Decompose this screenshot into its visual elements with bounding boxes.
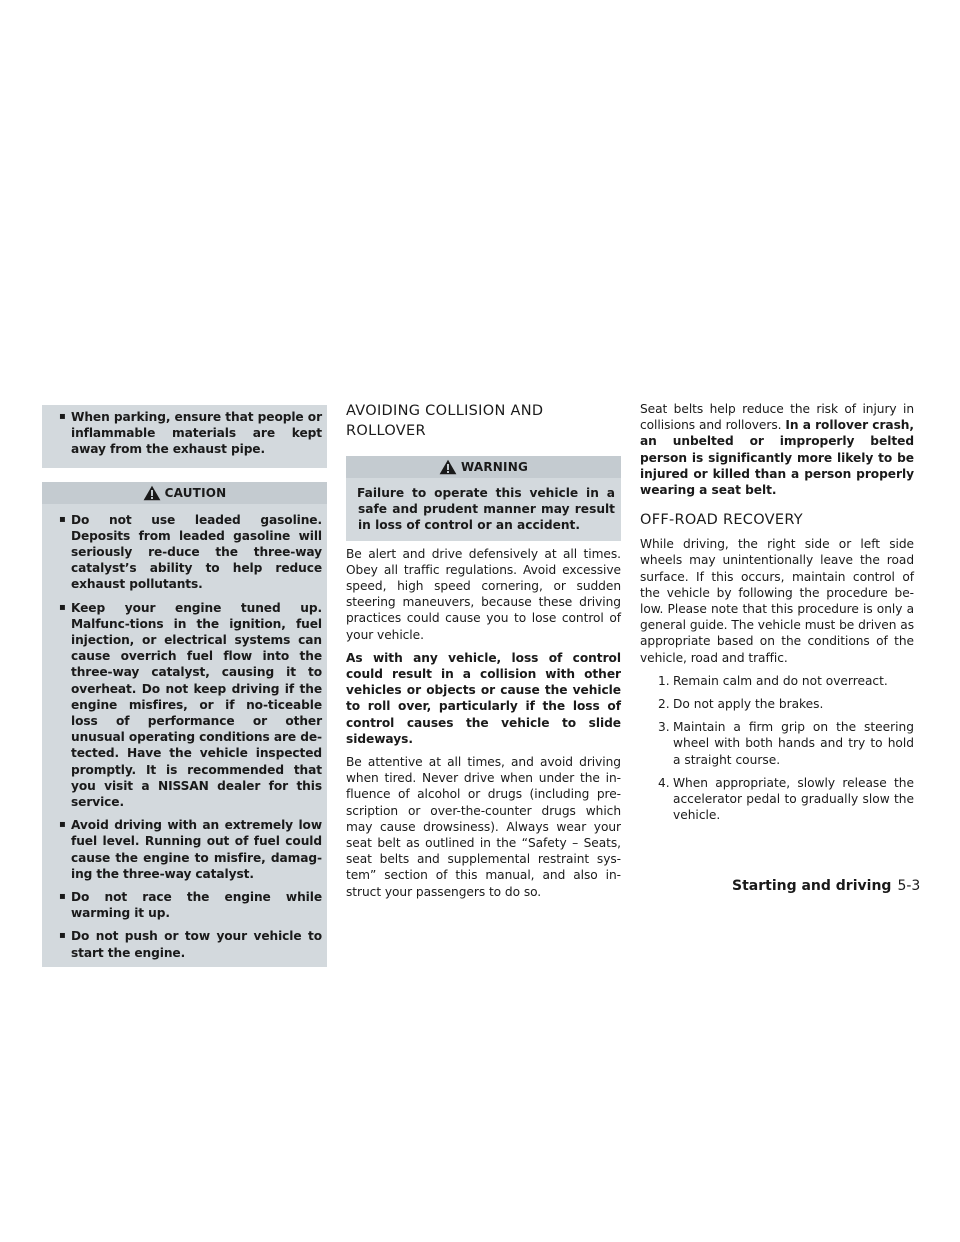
caution-list: [42, 504, 327, 967]
list-item: ▪ Do not push or tow your vehicle to start the engine.: [42, 928, 322, 960]
warning-triangle-icon: [439, 459, 457, 475]
top-bullet-list: [42, 405, 327, 468]
list-item: ▪ When parking, ensure that people or inflammable materials are kept away from the exhaust pipe.: [42, 409, 322, 458]
seatbelt-bold-text: In a rollover crash, an unbelted or improperly belted person is significantly more likely to be injured or killed than a person properly wearing a seat belt.: [640, 418, 914, 498]
recovery-steps: [640, 673, 914, 824]
right-column: [640, 402, 914, 830]
list-item: ▪ Do not race the engine while warming it up.: [42, 889, 322, 921]
step-number: 4.: [658, 775, 670, 790]
step-text: Remain calm and do not overreact.: [673, 673, 888, 688]
section-title-off-road: OFF-ROAD RECOVERY: [640, 512, 803, 529]
caution-box: [42, 504, 327, 967]
paragraph: Be attentive at all times, and avoid driving when tired. Never drive when under the in-fluence of alcohol or drugs (including pre-scription or over-the-counter drugs which may cause drowsiness). Always wear your seat belt as outlined in the “Safety – Seats, seat belts and supplemental restraint sys-tem” section of this manual, and also in-struct your passengers to do so.: [346, 755, 621, 899]
step-text: Maintain a firm grip on the steering wheel with both hands and try to hold a straight course.: [673, 720, 914, 767]
list-item: ▪ Keep your engine tuned up. Malfunc-tions in the ignition, fuel injection, or electrical systems can cause overrich fuel flow into the three-way catalyst, causing it to overheat. Do not keep driving if the engine misfires, or if no-ticeable loss of performance or other unusual operating conditions are de-tected. Have the vehicle inspected promptly. It is recommended that you visit a NISSAN dealer for this service.: [42, 600, 322, 811]
list-item: ▪ Do not use leaded gasoline. Deposits from leaded gasoline will seriously re-duce the three-way catalyst’s ability to help reduce exhaust pollutants.: [42, 512, 322, 593]
warning-header: [346, 456, 621, 478]
seatbelt-paragraph: [640, 401, 914, 498]
warning-box: [346, 478, 621, 541]
title-line-2: ROLLOVER: [346, 423, 426, 439]
list-item: [640, 696, 914, 712]
paragraph: While driving, the right side or left side wheels may unintentionally leave the road surface. If this occurs, maintain control of the vehicle by following the procedure be-low. Please note that this procedure is only a general guide. The vehicle must be driven as appropriate based on the conditions of the vehicle, road and traffic.: [640, 537, 914, 665]
caution-label: CAUTION: [164, 485, 227, 500]
title-line-1: AVOIDING COLLISION AND: [346, 403, 544, 419]
step-number: 1.: [658, 673, 670, 688]
step-text: When appropriate, slowly release the accelerator pedal to gradually slow the vehicle.: [673, 775, 914, 823]
list-item: [640, 673, 914, 689]
step-text: Do not apply the brakes.: [673, 697, 824, 712]
chapter-title: Starting and driving: [732, 878, 892, 894]
paragraph: Be alert and drive defensively at all times. Obey all traffic regulations. Avoid excessive speed, high speed cornering, or sudden steering maneuvers, because these driving practices could cause you to lose control of your vehicle.: [346, 546, 621, 642]
middle-column: [346, 405, 621, 907]
left-column: [42, 405, 327, 967]
page-number: 5-3: [897, 878, 921, 894]
warning-triangle-icon: [143, 485, 161, 501]
section-title-avoiding: [346, 401, 621, 441]
page-footer: [732, 878, 920, 894]
seatbelt-text: Seat belts help reduce the risk of injury in collisions and rollovers.: [640, 402, 914, 433]
warning-text: Failure to operate this vehicle in a safe and prudent manner may result in loss of control or an accident.: [357, 486, 615, 533]
exhaust-bullet-box: [42, 405, 327, 468]
paragraph-bold: As with any vehicle, loss of control could result in a collision with other vehicles or objects or cause the vehicle to roll over, particularly if the loss of control causes the vehicle to slide sideways.: [346, 650, 621, 746]
warning-label: WARNING: [460, 460, 529, 474]
list-item: [640, 719, 914, 768]
step-number: 2.: [658, 697, 670, 712]
caution-header: [42, 482, 327, 504]
list-item: [640, 775, 914, 824]
step-number: 3.: [658, 720, 670, 735]
list-item: ▪ Avoid driving with an extremely low fuel level. Running out of fuel could cause the engine to misfire, damag-ing the three-way catalyst.: [42, 817, 322, 882]
